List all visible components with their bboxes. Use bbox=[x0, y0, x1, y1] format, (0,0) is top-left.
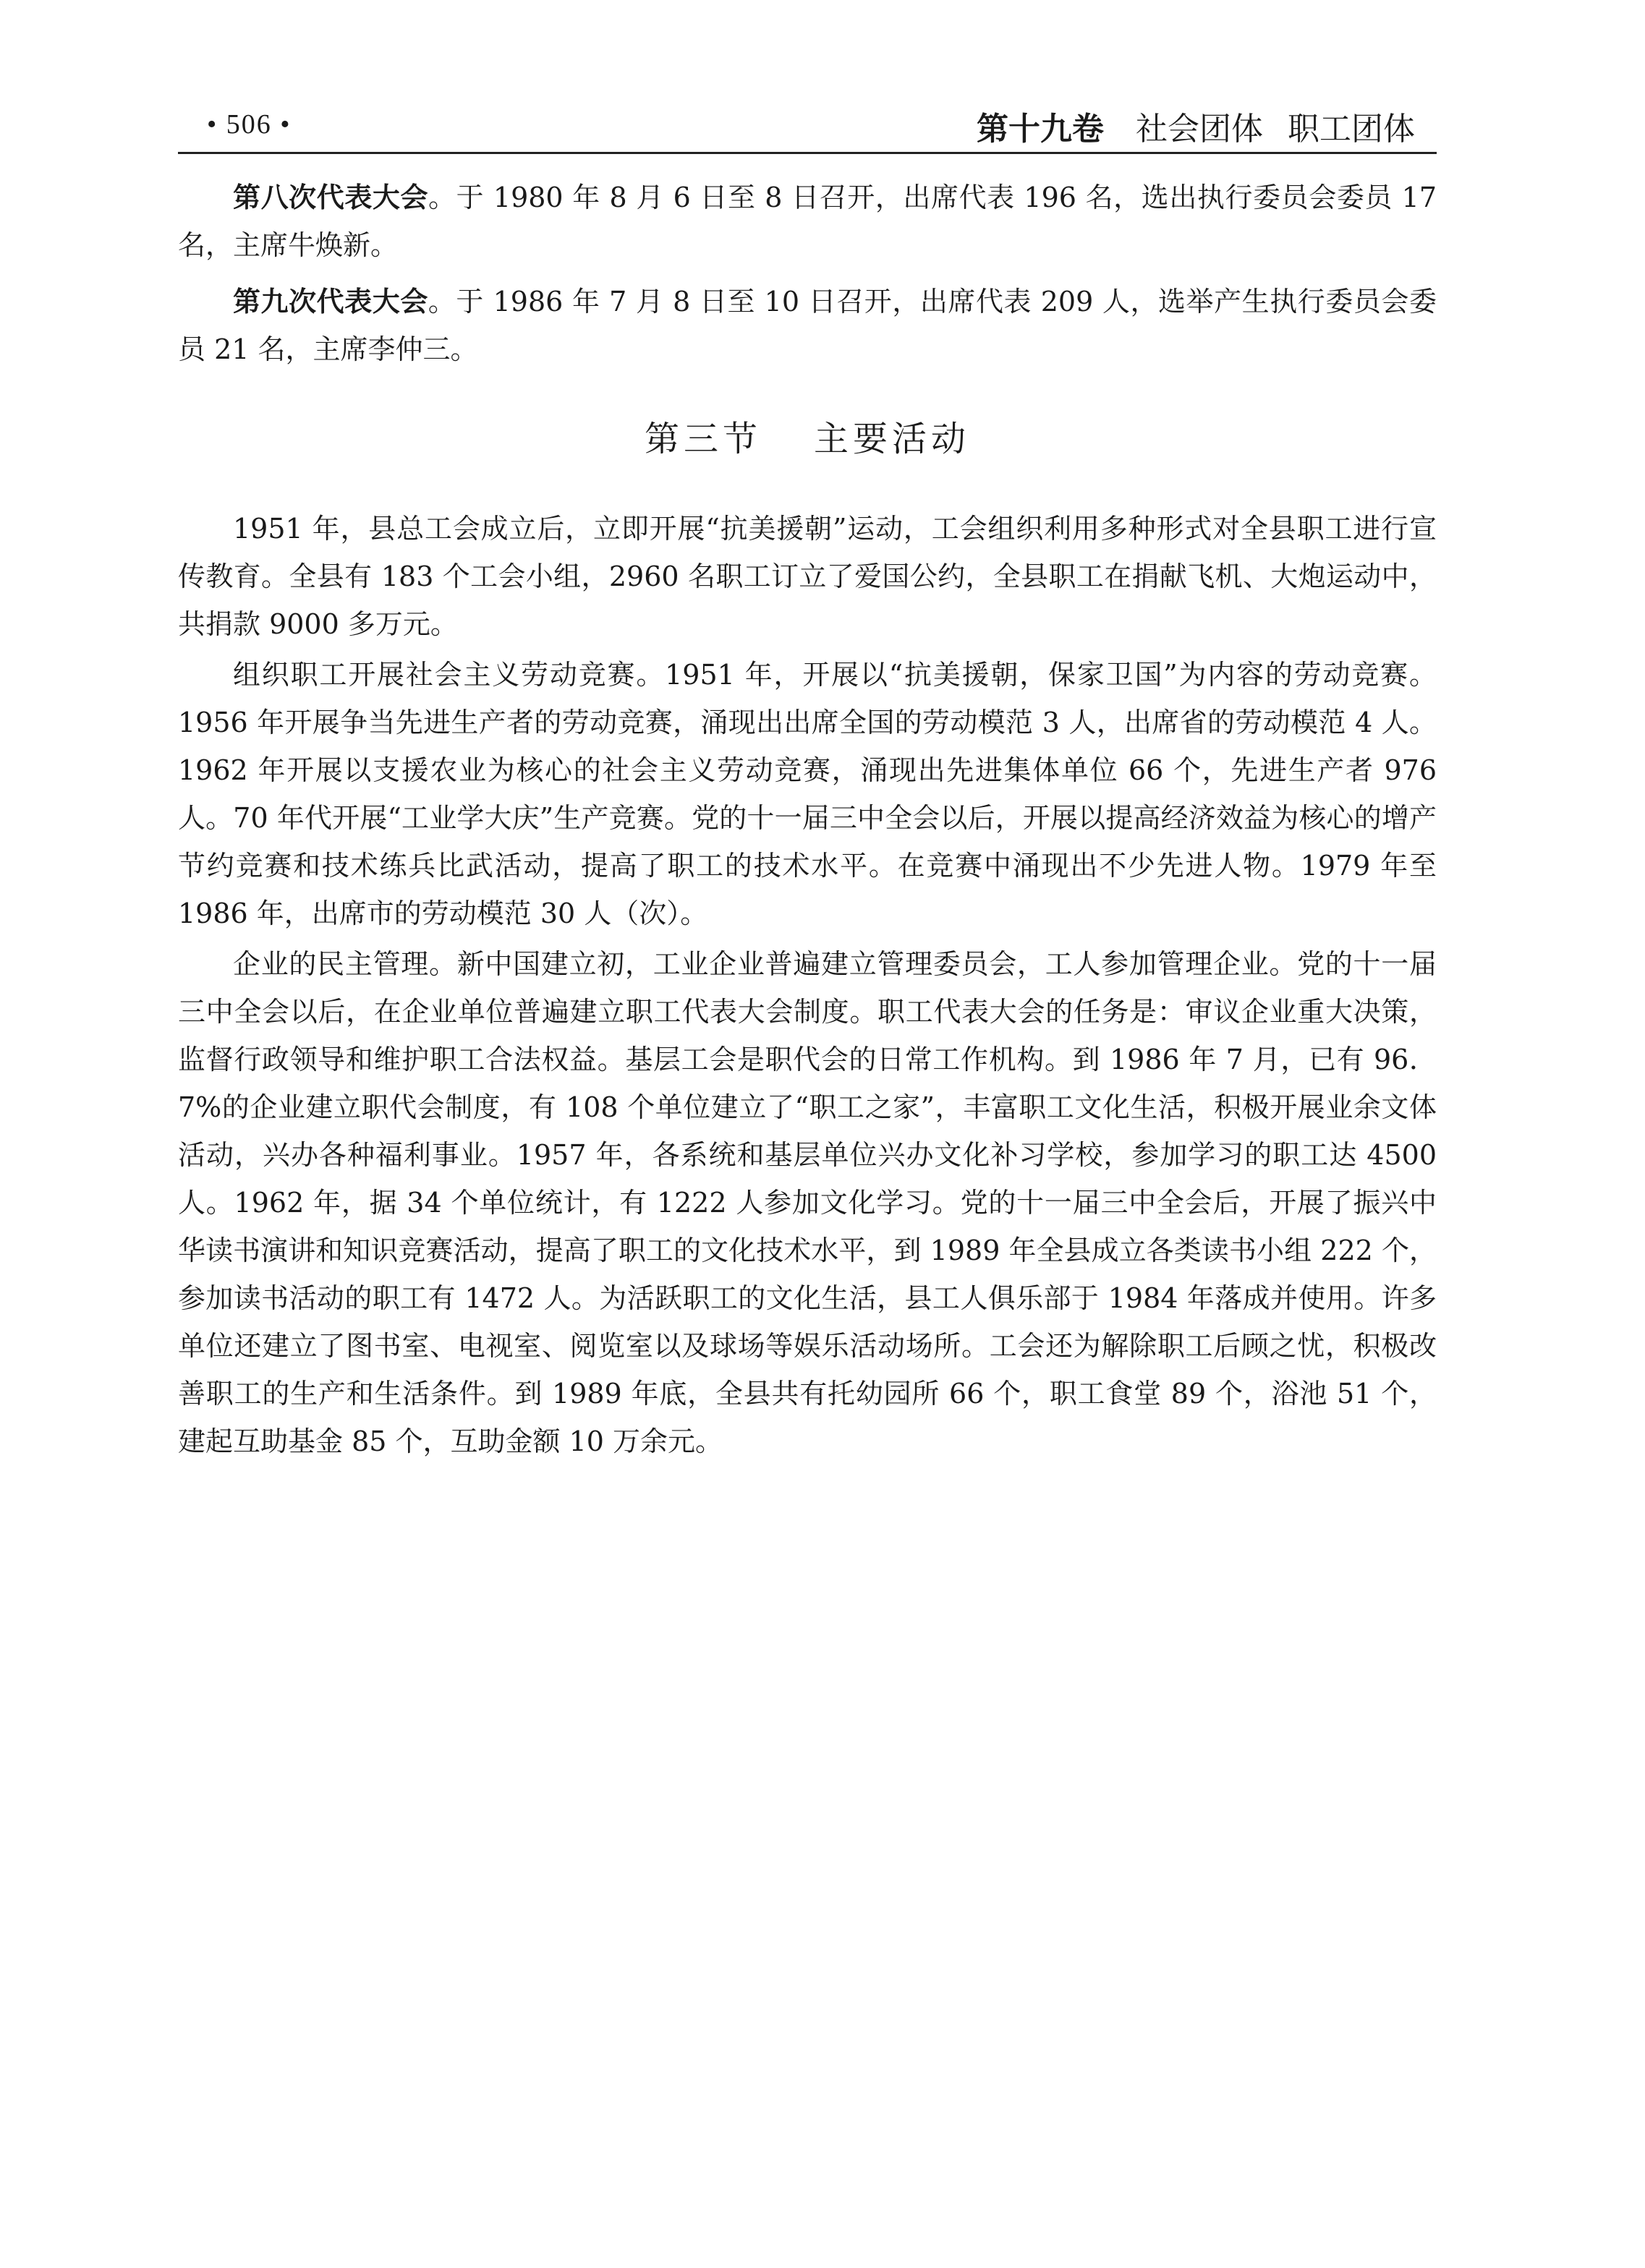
congress-text: 。于 1986 年 7 月 8 日至 10 日召开，出席代表 209 人，选举产生执行委员会委员 21 名，主席李仲三。 bbox=[178, 286, 1437, 365]
congress-entry-8 bbox=[178, 174, 1437, 269]
page-number: • 506 • bbox=[207, 109, 292, 140]
running-head bbox=[977, 103, 1415, 149]
section-number: 第三节 bbox=[644, 419, 762, 459]
header-rule bbox=[178, 152, 1437, 154]
paragraph-resist-america: 1951 年，县总工会成立后，立即开展“抗美援朝”运动，工会组织利用多种形式对全县职工进行宣传教育。全县有 183 个工会小组，2960 名职工订立了爱国公约，全县职工在捐献飞机、大炮运动中，共捐款 9000 多万元。 bbox=[178, 513, 1437, 640]
congress-title: 第九次代表大会 bbox=[233, 286, 428, 317]
page-body bbox=[178, 174, 1437, 1468]
paragraph-labor-competition: 组织职工开展社会主义劳动竞赛。1951 年，开展以“抗美援朝，保家卫国”为内容的劳动竞赛。1956 年开展争当先进生产者的劳动竞赛，涌现出出席全国的劳动模范 3 人，出席省的劳动模范 4 人。1962 年开展以支援农业为核心的社会主义劳动竞赛，涌现出先进集体单位 66 个，先进生产者 976 人。70 年代开展“工业学大庆”生产竞赛。党的十一届三中全会以后，开展以提高经济效益为核心的增产节约竞赛和技术练兵比武活动，提高了职工的技术水平。在竞赛中涌现出不少先进人物。1979 年至 1986 年，出席市的劳动模范 30 人（次）。 bbox=[178, 659, 1437, 929]
section-heading bbox=[178, 415, 1437, 463]
congress-text: 。于 1980 年 8 月 6 日至 8 日召开，出席代表 196 名，选出执行委员会委员 17 名，主席牛焕新。 bbox=[178, 182, 1437, 261]
subsection-label: 职工团体 bbox=[1288, 111, 1415, 148]
section-label: 社会团体 bbox=[1136, 111, 1263, 148]
section-name: 主要活动 bbox=[814, 419, 971, 459]
volume-title: 第十九卷 bbox=[977, 111, 1104, 148]
paragraph-democratic-management: 企业的民主管理。新中国建立初，工业企业普遍建立管理委员会，工人参加管理企业。党的十一届三中全会以后，在企业单位普遍建立职工代表大会制度。职工代表大会的任务是：审议企业重大决策，监督行政领导和维护职工合法权益。基层工会是职代会的日常工作机构。到 1986 年 7 月，已有 96．7%的企业建立职代会制度，有 108 个单位建立了“职工之家”，丰富职工文化生活，积极开展业余文体活动，兴办各种福利事业。1957 年，各系统和基层单位兴办文化补习学校，参加学习的职工达 4500 人。1962 年，据 34 个单位统计，有 1222 人参加文化学习。党的十一届三中全会后，开展了振兴中华读书演讲和知识竞赛活动，提高了职工的文化技术水平，到 1989 年全县成立各类读书小组 222 个，参加读书活动的职工有 1472 人。为活跃职工的文化生活，县工人俱乐部于 1984 年落成并使用。许多单位还建立了图书室、电视室、阅览室以及球场等娱乐活动场所。工会还为解除职工后顾之忧，积极改善职工的生产和生活条件。到 1989 年底，全县共有托幼园所 66 个，职工食堂 89 个，浴池 51 个，建起互助基金 85 个，互助金额 10 万余元。 bbox=[178, 948, 1437, 1457]
congress-entry-9 bbox=[178, 278, 1437, 373]
congress-title: 第八次代表大会 bbox=[233, 182, 429, 213]
